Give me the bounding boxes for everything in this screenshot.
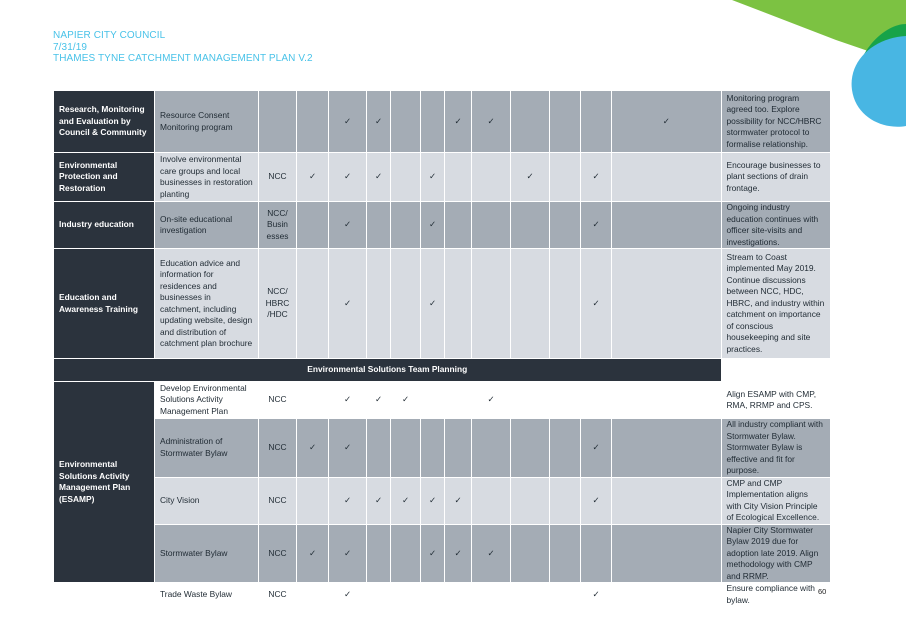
check-cell <box>367 419 391 478</box>
check-cell <box>472 583 511 607</box>
check-cell <box>391 477 421 524</box>
category-cell: Environmental Solutions Activity Management Plan (ESAMP) <box>54 382 155 583</box>
check-cell <box>367 153 391 202</box>
check-cell <box>550 153 581 202</box>
comment-cell: Ongoing industry education continues with officer site-visits and investigations. <box>721 202 831 249</box>
check-cell <box>472 153 511 202</box>
header-date: 7/31/19 <box>53 42 88 53</box>
check-cell <box>329 583 367 607</box>
check-cell <box>297 249 329 359</box>
check-cell <box>329 524 367 583</box>
check-cell <box>421 583 445 607</box>
check-cell <box>297 382 329 419</box>
comment-cell: Monitoring program agreed too. Explore possibility for NCC/HBRC stormwater protocol to formalise relationship. <box>721 91 831 153</box>
checkmark-icon: ✓ <box>592 442 600 452</box>
header-org: NAPIER CITY COUNCIL <box>53 30 166 41</box>
check-cell <box>421 419 445 478</box>
checkmark-icon: ✓ <box>343 394 352 405</box>
check-cell <box>329 153 367 202</box>
check-cell <box>391 91 421 153</box>
check-cell <box>421 477 445 524</box>
check-cell <box>445 202 472 249</box>
comment-cell: Align ESAMP with CMP, RMA, RRMP and CPS. <box>721 382 831 419</box>
checkmark-icon: ✓ <box>526 171 534 182</box>
check-cell <box>612 477 722 524</box>
check-cell <box>421 91 445 153</box>
checkmark-icon: ✓ <box>454 547 462 558</box>
check-cell <box>445 583 472 607</box>
lead-cell: NCC <box>259 382 297 419</box>
check-cell <box>329 382 367 419</box>
check-cell <box>612 153 722 202</box>
comment-cell: Napier City Stormwater Bylaw 2019 due for adoption late 2019. Align methodology with CMP and RRMP. <box>721 524 831 583</box>
catchment-plan-table <box>53 90 831 607</box>
check-cell <box>367 91 391 153</box>
category-blank-cell <box>54 583 155 607</box>
table-row <box>54 91 831 153</box>
check-cell <box>421 153 445 202</box>
check-cell <box>511 419 550 478</box>
check-cell <box>612 524 722 583</box>
comment-cell: All industry compliant with Stormwater Bylaw. Stormwater Bylaw is effective and fit for purpose. <box>721 419 831 478</box>
check-cell <box>391 153 421 202</box>
check-cell <box>550 202 581 249</box>
check-cell <box>367 202 391 249</box>
checkmark-icon: ✓ <box>308 547 317 558</box>
check-cell <box>367 583 391 607</box>
checkmark-icon: ✓ <box>428 547 437 558</box>
check-cell <box>612 419 722 478</box>
checkmark-icon: ✓ <box>308 442 317 452</box>
checkmark-icon: ✓ <box>592 297 600 308</box>
check-cell <box>511 583 550 607</box>
table-row <box>54 477 831 524</box>
checkmark-icon: ✓ <box>428 297 437 308</box>
lead-cell <box>259 91 297 153</box>
lead-cell: NCC/ Busin esses <box>259 202 297 249</box>
check-cell <box>297 583 329 607</box>
checkmark-icon: ✓ <box>343 588 352 599</box>
check-cell <box>445 249 472 359</box>
blue-shape <box>852 36 906 127</box>
check-cell <box>367 477 391 524</box>
header-doc-title: THAMES TYNE CATCHMENT MANAGEMENT PLAN V.2 <box>53 53 313 64</box>
page-number: 60 <box>818 587 827 596</box>
category-cell: Industry education <box>54 202 155 249</box>
check-cell <box>297 477 329 524</box>
check-cell <box>329 202 367 249</box>
lead-cell: NCC/ HBRC /HDC <box>259 249 297 359</box>
check-cell <box>550 583 581 607</box>
check-cell <box>472 202 511 249</box>
check-cell <box>297 91 329 153</box>
comment-cell: CMP and CMP Implementation aligns with City Vision Principle of Ecological Excellence. <box>721 477 831 524</box>
check-cell <box>511 91 550 153</box>
check-cell <box>472 477 511 524</box>
check-cell <box>297 524 329 583</box>
checkmark-icon: ✓ <box>487 547 495 558</box>
check-cell <box>391 202 421 249</box>
check-cell <box>391 583 421 607</box>
check-cell <box>421 524 445 583</box>
check-cell <box>581 583 612 607</box>
check-cell <box>550 419 581 478</box>
checkmark-icon: ✓ <box>592 588 600 599</box>
comment-cell: Ensure compliance with bylaw. <box>721 583 831 607</box>
checkmark-icon: ✓ <box>343 494 352 505</box>
check-cell <box>581 249 612 359</box>
check-cell <box>550 249 581 359</box>
checkmark-icon: ✓ <box>592 171 600 182</box>
check-cell <box>472 524 511 583</box>
action-cell: Involve environmental care groups and local businesses in restoration planting <box>155 153 259 202</box>
table-row <box>54 583 831 607</box>
lead-cell: NCC <box>259 583 297 607</box>
checkmark-icon: ✓ <box>428 171 437 182</box>
checkmark-icon: ✓ <box>487 115 495 126</box>
check-cell <box>612 382 722 419</box>
check-cell <box>612 583 722 607</box>
check-cell <box>511 477 550 524</box>
check-cell <box>391 382 421 419</box>
check-cell <box>581 153 612 202</box>
checkmark-icon: ✓ <box>374 115 383 126</box>
action-cell: Resource Consent Monitoring program <box>155 91 259 153</box>
check-cell <box>612 249 722 359</box>
checkmark-icon: ✓ <box>343 442 352 452</box>
table-row <box>54 202 831 249</box>
check-cell <box>550 382 581 419</box>
action-cell: Develop Environmental Solutions Activity Management Plan <box>155 382 259 419</box>
section-row <box>54 359 831 382</box>
section-title: Environmental Solutions Team Planning <box>54 359 722 382</box>
checkmark-icon: ✓ <box>343 219 352 230</box>
check-cell <box>550 524 581 583</box>
checkmark-icon: ✓ <box>343 297 352 308</box>
check-cell <box>472 249 511 359</box>
action-cell: Education advice and information for residences and businesses in catchment, including updating website, design and distribution of catchment plan brochure <box>155 249 259 359</box>
lead-cell: NCC <box>259 153 297 202</box>
category-cell: Environmental Protection and Restoration <box>54 153 155 202</box>
check-cell <box>472 419 511 478</box>
check-cell <box>391 249 421 359</box>
checkmark-icon: ✓ <box>401 494 410 505</box>
check-cell <box>612 91 722 153</box>
check-cell <box>421 202 445 249</box>
check-cell <box>297 202 329 249</box>
action-cell: Administration of Stormwater Bylaw <box>155 419 259 478</box>
check-cell <box>581 477 612 524</box>
action-cell: City Vision <box>155 477 259 524</box>
checkmark-icon: ✓ <box>374 394 383 405</box>
check-cell <box>391 419 421 478</box>
checkmark-icon: ✓ <box>454 115 462 126</box>
check-cell <box>511 524 550 583</box>
check-cell <box>367 249 391 359</box>
check-cell <box>581 202 612 249</box>
check-cell <box>445 91 472 153</box>
table-row <box>54 419 831 478</box>
checkmark-icon: ✓ <box>374 494 383 505</box>
checkmark-icon: ✓ <box>428 494 437 505</box>
check-cell <box>581 419 612 478</box>
check-cell <box>329 91 367 153</box>
table-row <box>54 249 831 359</box>
checkmark-icon: ✓ <box>308 171 317 182</box>
check-cell <box>511 202 550 249</box>
checkmark-icon: ✓ <box>662 115 670 126</box>
checkmark-icon: ✓ <box>374 171 383 182</box>
lead-cell: NCC <box>259 477 297 524</box>
check-cell <box>445 419 472 478</box>
check-cell <box>581 524 612 583</box>
checkmark-icon: ✓ <box>401 394 410 405</box>
checkmark-icon: ✓ <box>343 171 352 182</box>
check-cell <box>297 419 329 478</box>
check-cell <box>421 382 445 419</box>
lead-cell: NCC <box>259 419 297 478</box>
category-cell: Education and Awareness Training <box>54 249 155 359</box>
check-cell <box>445 524 472 583</box>
category-cell: Research, Monitoring and Evaluation by Council & Community <box>54 91 155 153</box>
check-cell <box>550 91 581 153</box>
check-cell <box>391 524 421 583</box>
checkmark-icon: ✓ <box>454 494 462 505</box>
check-cell <box>329 419 367 478</box>
checkmark-icon: ✓ <box>343 547 352 558</box>
action-cell: On-site educational investigation <box>155 202 259 249</box>
check-cell <box>472 382 511 419</box>
table-row <box>54 153 831 202</box>
checkmark-icon: ✓ <box>343 115 352 126</box>
check-cell <box>612 202 722 249</box>
comment-cell: Encourage businesses to plant sections of drain frontage. <box>721 153 831 202</box>
check-cell <box>581 91 612 153</box>
check-cell <box>472 91 511 153</box>
comment-cell: Stream to Coast implemented May 2019. Continue discussions between NCC, HDC, HBRC, and industry within catchment on importance of conscious housekeeping and site practices. <box>721 249 831 359</box>
action-cell: Stormwater Bylaw <box>155 524 259 583</box>
check-cell <box>329 477 367 524</box>
action-cell: Trade Waste Bylaw <box>155 583 259 607</box>
table-row <box>54 382 831 419</box>
lead-cell: NCC <box>259 524 297 583</box>
check-cell <box>445 153 472 202</box>
check-cell <box>367 382 391 419</box>
checkmark-icon: ✓ <box>592 494 600 505</box>
check-cell <box>445 382 472 419</box>
checkmark-icon: ✓ <box>592 219 600 230</box>
check-cell <box>329 249 367 359</box>
check-cell <box>421 249 445 359</box>
check-cell <box>511 382 550 419</box>
check-cell <box>550 477 581 524</box>
check-cell <box>367 524 391 583</box>
checkmark-icon: ✓ <box>428 219 437 230</box>
check-cell <box>511 153 550 202</box>
table-row <box>54 524 831 583</box>
check-cell <box>297 153 329 202</box>
checkmark-icon: ✓ <box>487 394 495 405</box>
check-cell <box>511 249 550 359</box>
check-cell <box>581 382 612 419</box>
check-cell <box>445 477 472 524</box>
